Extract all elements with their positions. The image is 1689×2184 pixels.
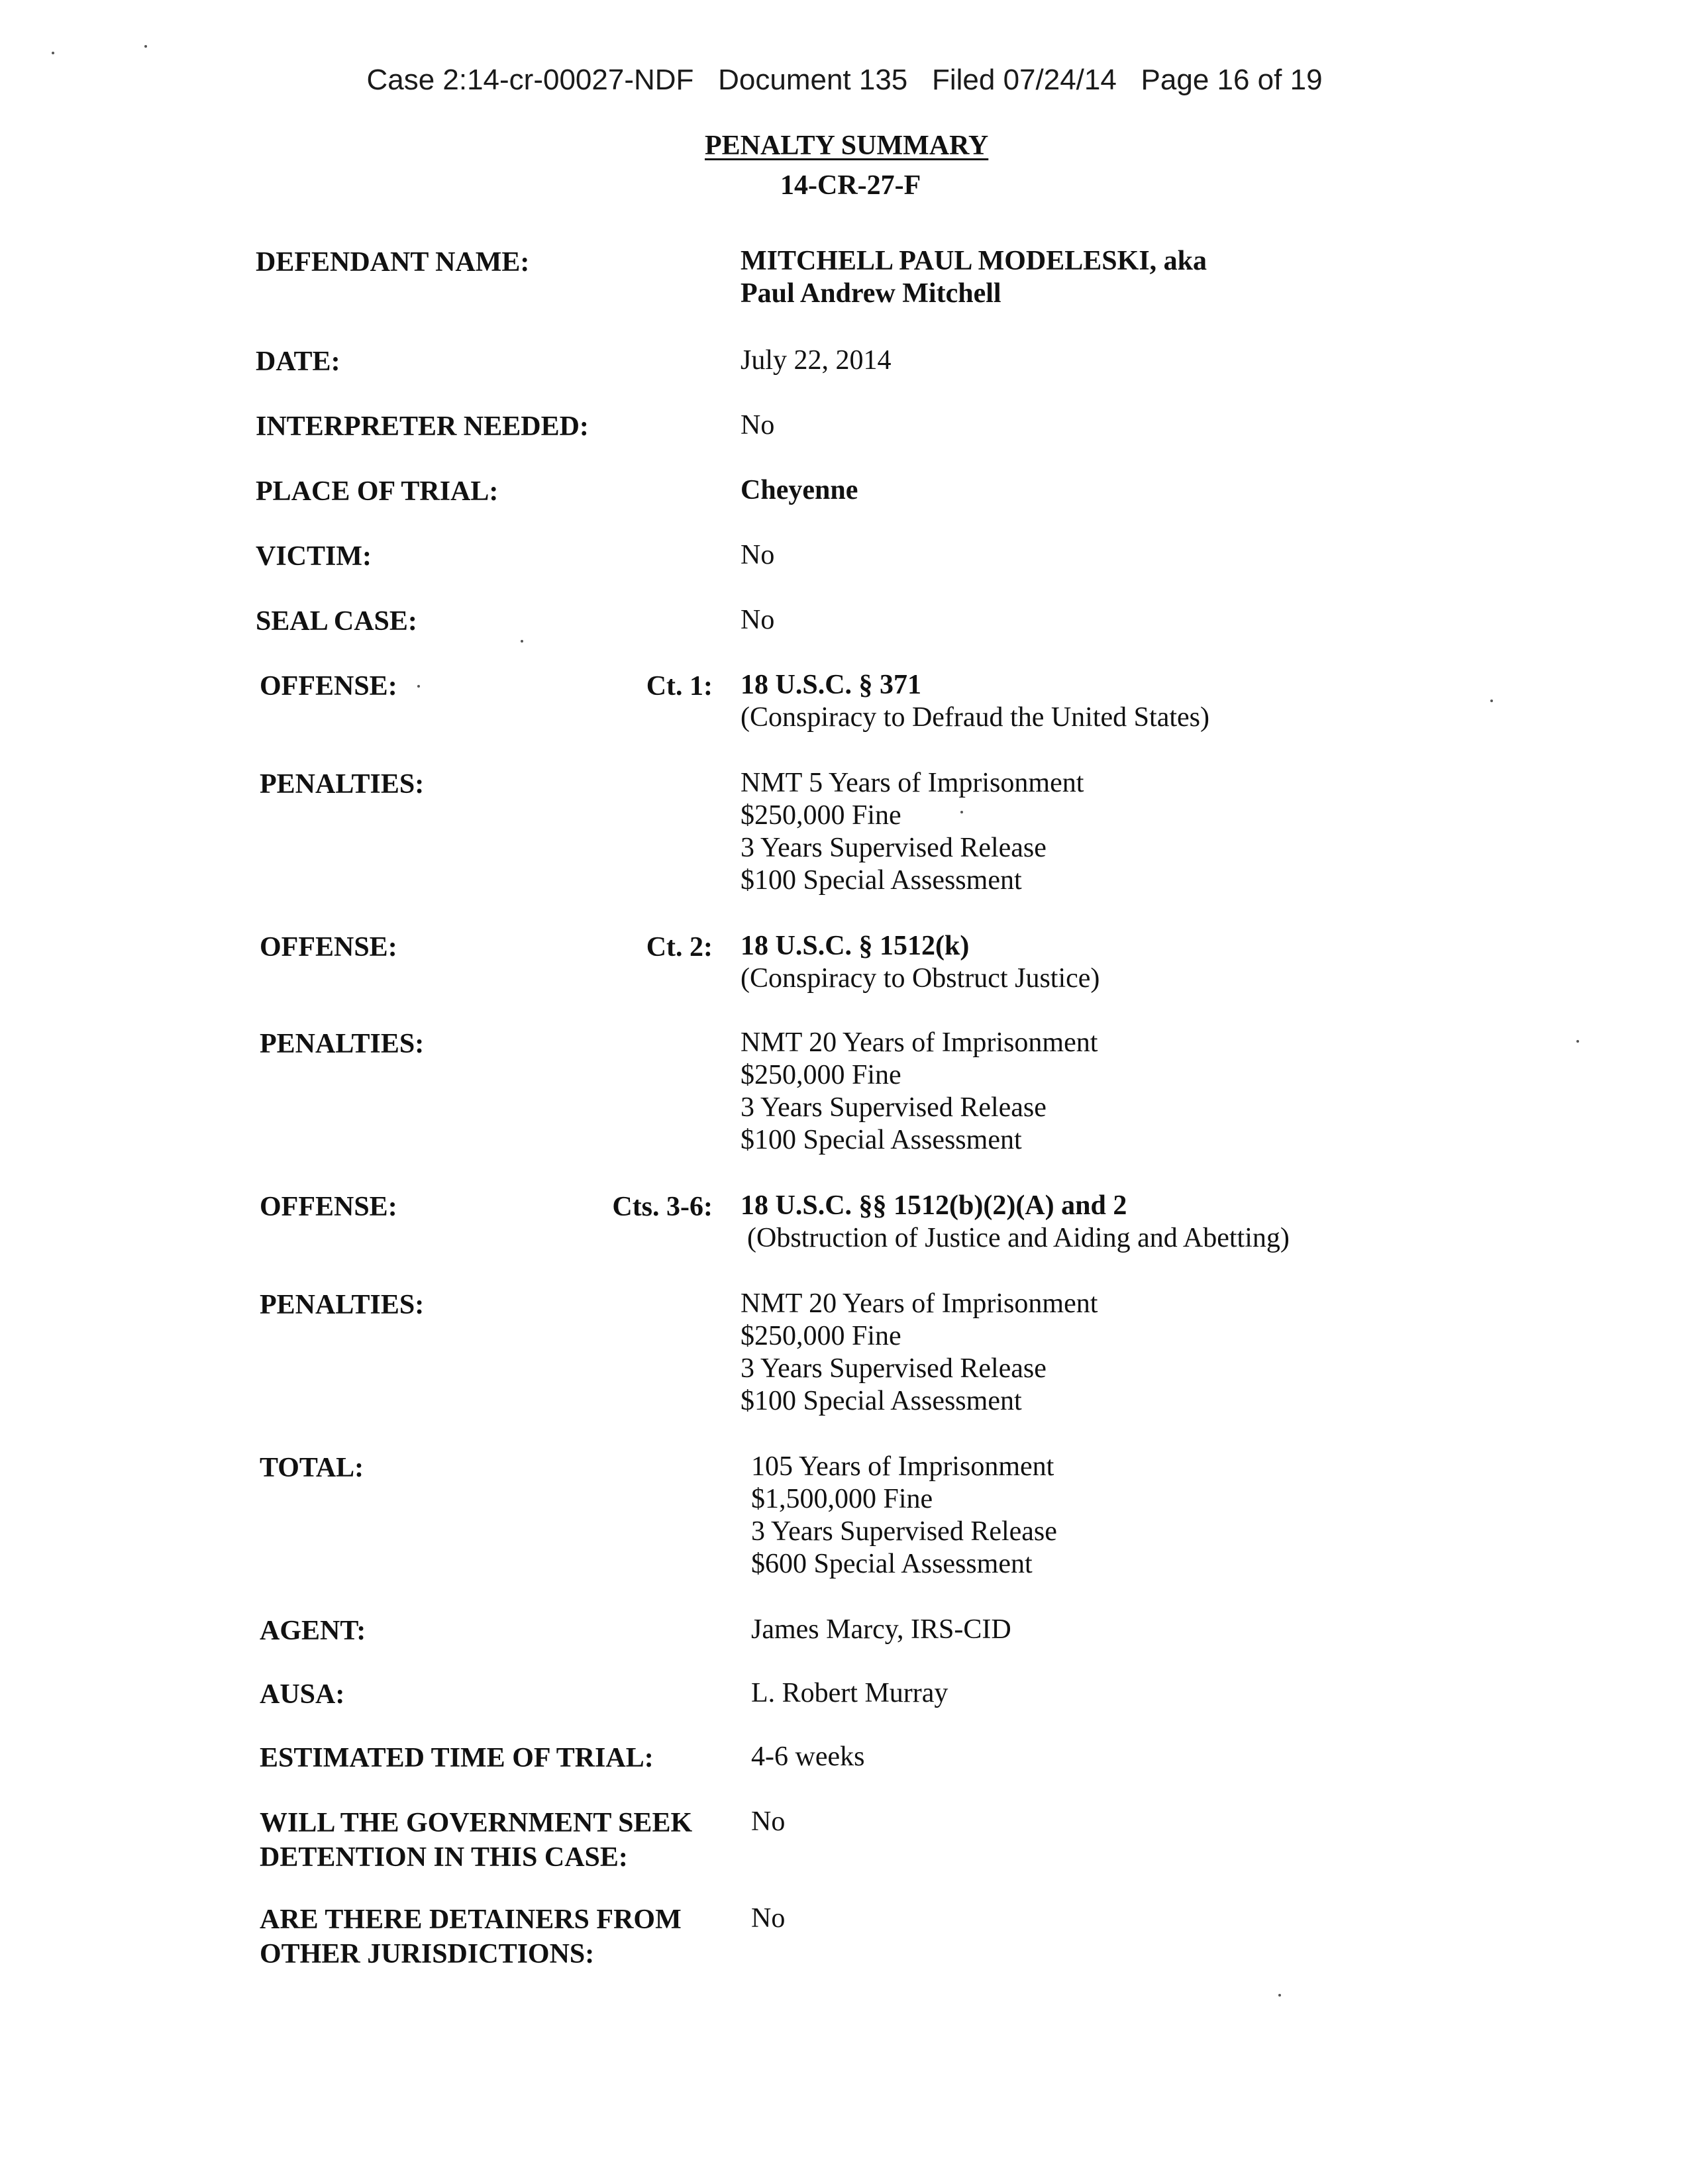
offense1-value-line: 18 U.S.C. § 371 — [741, 670, 922, 700]
detainers-label: ARE THERE DETAINERS FROM OTHER JURISDICTIONS: — [260, 1904, 682, 1969]
trial_time-value — [751, 1741, 864, 1773]
victim-label: VICTIM: — [256, 541, 372, 572]
penalties1-value-line: NMT 5 Years of Imprisonment — [741, 768, 1084, 798]
defendant-value-line: MITCHELL PAUL MODELESKI, aka — [741, 246, 1207, 276]
agent-label: AGENT: — [260, 1616, 366, 1646]
offense3-value — [741, 1190, 1290, 1255]
filed-date: Filed 07/24/14 — [931, 64, 1117, 96]
agent-value — [751, 1614, 1011, 1646]
interpreter-value-line: No — [741, 410, 775, 441]
victim-value — [741, 539, 774, 572]
offense2-label: OFFENSE: — [260, 932, 397, 962]
offense1-label: OFFENSE: — [260, 671, 397, 702]
page-number: Page 16 of 19 — [1141, 64, 1323, 96]
offense2-value — [741, 930, 1100, 995]
penalties1-value-line: $100 Special Assessment — [741, 865, 1022, 896]
offense2-value-line: (Conspiracy to Obstruct Justice) — [741, 963, 1100, 994]
penalties2-value — [741, 1027, 1098, 1157]
date-value-line: July 22, 2014 — [741, 345, 892, 376]
defendant-value — [741, 245, 1207, 310]
offense3-value-line: 18 U.S.C. §§ 1512(b)(2)(A) and 2 — [741, 1190, 1127, 1221]
total-label: TOTAL: — [260, 1453, 364, 1483]
penalties3-value-line: NMT 20 Years of Imprisonment — [741, 1288, 1098, 1319]
detainers-value-line: No — [751, 1903, 786, 1934]
scan-speck — [1576, 1040, 1579, 1043]
total-value-line: $600 Special Assessment — [751, 1549, 1033, 1579]
date-value — [741, 344, 892, 377]
detainers-value — [751, 1902, 785, 1935]
penalties2-value-line: $250,000 Fine — [741, 1060, 901, 1090]
defendant-value-line: Paul Andrew Mitchell — [741, 278, 1001, 309]
trial_time-label: ESTIMATED TIME OF TRIAL: — [260, 1743, 654, 1773]
victim-value-line: No — [741, 540, 775, 570]
detention-value — [751, 1806, 785, 1838]
offense2-count: Ct. 2: — [646, 932, 713, 962]
seal-value-line: No — [741, 605, 775, 635]
penalties2-value-line: 3 Years Supervised Release — [741, 1092, 1047, 1123]
penalties3-value — [741, 1288, 1098, 1418]
scan-speck — [417, 685, 420, 688]
scan-speck — [521, 640, 523, 643]
seal-label: SEAL CASE: — [256, 606, 417, 637]
date-label: DATE: — [256, 346, 340, 377]
place-label: PLACE OF TRIAL: — [256, 476, 499, 507]
place-value — [741, 474, 858, 507]
document-title: PENALTY SUMMARY — [705, 130, 989, 161]
ausa-value-line: L. Robert Murray — [751, 1678, 948, 1708]
total-value-line: $1,500,000 Fine — [751, 1484, 933, 1514]
penalties2-value-line: NMT 20 Years of Imprisonment — [741, 1027, 1098, 1058]
scan-speck — [1278, 1994, 1281, 1997]
scan-speck — [960, 811, 963, 813]
penalties2-label: PENALTIES: — [260, 1029, 425, 1059]
offense1-value — [741, 669, 1209, 734]
filing-header — [0, 64, 1689, 97]
total-value — [751, 1451, 1057, 1581]
offense1-count: Ct. 1: — [646, 671, 713, 702]
interpreter-label: INTERPRETER NEEDED: — [256, 411, 589, 442]
scan-speck — [144, 45, 147, 48]
scan-speck — [52, 52, 54, 54]
penalties3-value-line: $250,000 Fine — [741, 1321, 901, 1351]
penalties3-value-line: 3 Years Supervised Release — [741, 1353, 1047, 1384]
penalties1-value-line: 3 Years Supervised Release — [741, 833, 1047, 863]
case-number: 14-CR-27-F — [780, 170, 921, 201]
scan-speck — [1490, 700, 1493, 702]
case-number-header: Case 2:14-cr-00027-NDF — [366, 64, 694, 96]
defendant-label: DEFENDANT NAME: — [256, 247, 530, 278]
penalties1-value-line: $250,000 Fine — [741, 800, 901, 831]
total-value-line: 3 Years Supervised Release — [751, 1516, 1057, 1547]
trial_time-value-line: 4-6 weeks — [751, 1742, 865, 1772]
document-number: Document 135 — [718, 64, 908, 96]
detention-label: WILL THE GOVERNMENT SEEK DETENTION IN THIS CASE: — [260, 1808, 693, 1873]
detention-value-line: No — [751, 1806, 786, 1837]
penalties1-label: PENALTIES: — [260, 769, 425, 800]
penalties3-label: PENALTIES: — [260, 1290, 425, 1320]
offense3-label: OFFENSE: — [260, 1192, 397, 1222]
penalties3-value-line: $100 Special Assessment — [741, 1386, 1022, 1416]
interpreter-value — [741, 409, 774, 442]
offense2-value-line: 18 U.S.C. § 1512(k) — [741, 931, 970, 961]
offense3-count: Cts. 3-6: — [612, 1192, 713, 1222]
seal-value — [741, 604, 774, 637]
penalties2-value-line: $100 Special Assessment — [741, 1125, 1022, 1155]
offense3-value-line: (Obstruction of Justice and Aiding and Abetting) — [747, 1223, 1290, 1253]
total-value-line: 105 Years of Imprisonment — [751, 1451, 1054, 1482]
penalties1-value — [741, 767, 1084, 897]
offense1-value-line: (Conspiracy to Defraud the United States) — [741, 702, 1209, 733]
ausa-value — [751, 1677, 948, 1710]
place-value-line: Cheyenne — [741, 475, 858, 505]
agent-value-line: James Marcy, IRS-CID — [751, 1614, 1011, 1645]
ausa-label: AUSA: — [260, 1679, 345, 1710]
